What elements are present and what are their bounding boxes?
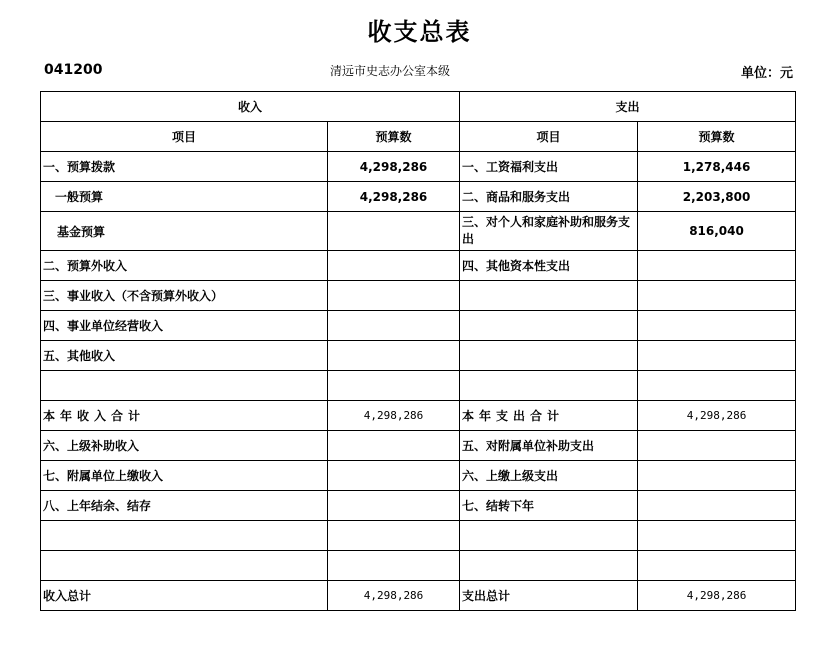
expense-item: 七、结转下年: [460, 491, 638, 521]
expense-item: 本年支出合计: [460, 401, 638, 431]
expense-section-header: 支出: [460, 92, 796, 122]
table-row: [41, 431, 796, 461]
income-item: 六、上级补助收入: [41, 431, 328, 461]
income-budget-header: 预算数: [328, 122, 460, 152]
expense-item: [460, 551, 638, 581]
expense-budget-header: 预算数: [638, 122, 796, 152]
expense-item: [460, 281, 638, 311]
table-column-header-row: [41, 122, 796, 152]
expense-item: [460, 341, 638, 371]
expense-item: [460, 371, 638, 401]
expense-value: [638, 461, 796, 491]
income-value: [328, 341, 460, 371]
income-item-header: 项目: [41, 122, 328, 152]
expense-value: 4,298,286: [638, 401, 796, 431]
income-item: [41, 371, 328, 401]
income-item: 基金预算: [41, 212, 328, 251]
expense-value: [638, 491, 796, 521]
expense-item: 四、其他资本性支出: [460, 251, 638, 281]
income-value: [328, 212, 460, 251]
income-value: [328, 431, 460, 461]
income-item: [41, 551, 328, 581]
expense-value: [638, 281, 796, 311]
expense-value: 816,040: [638, 212, 796, 251]
unit-code: 041200: [44, 62, 103, 78]
income-value: 4,298,286: [328, 581, 460, 611]
table-row: [41, 152, 796, 182]
income-value: 4,298,286: [328, 182, 460, 212]
budget-table: [40, 91, 796, 611]
table-row: [41, 182, 796, 212]
income-item: 四、事业单位经营收入: [41, 311, 328, 341]
table-row: [41, 212, 796, 251]
table-row: [41, 551, 796, 581]
expense-value: 1,278,446: [638, 152, 796, 182]
income-value: 4,298,286: [328, 401, 460, 431]
page-title: 收支总表: [367, 18, 472, 46]
expense-item: 六、上缴上级支出: [460, 461, 638, 491]
expense-value: 4,298,286: [638, 581, 796, 611]
table-row: [41, 251, 796, 281]
table-row: [41, 461, 796, 491]
organization-name: 清远市史志办公室本级: [329, 64, 450, 78]
table-row: [41, 521, 796, 551]
income-value: 4,298,286: [328, 152, 460, 182]
expense-item: 支出总计: [460, 581, 638, 611]
income-section-header: 收入: [41, 92, 460, 122]
income-item: 本年收入合计: [41, 401, 328, 431]
income-value: [328, 461, 460, 491]
expense-value: [638, 251, 796, 281]
table-row: [41, 341, 796, 371]
income-item: 三、事业收入（不含预算外收入）: [41, 281, 328, 311]
expense-value: [638, 431, 796, 461]
income-item: 八、上年结余、结存: [41, 491, 328, 521]
income-value: [328, 281, 460, 311]
income-value: [328, 551, 460, 581]
table-row: [41, 281, 796, 311]
expense-value: [638, 371, 796, 401]
income-item: 七、附属单位上缴收入: [41, 461, 328, 491]
income-value: [328, 251, 460, 281]
expense-item: [460, 311, 638, 341]
subtotal-row: [41, 401, 796, 431]
expense-item: 五、对附属单位补助支出: [460, 431, 638, 461]
expense-value: [638, 551, 796, 581]
income-value: [328, 371, 460, 401]
expense-value: [638, 521, 796, 551]
expense-item: 二、商品和服务支出: [460, 182, 638, 212]
income-item: 五、其他收入: [41, 341, 328, 371]
income-item: 二、预算外收入: [41, 251, 328, 281]
expense-value: 2,203,800: [638, 182, 796, 212]
expense-value: [638, 341, 796, 371]
expense-item: 一、工资福利支出: [460, 152, 638, 182]
income-value: [328, 521, 460, 551]
income-value: [328, 311, 460, 341]
currency-unit: 单位：元: [740, 66, 793, 81]
expense-value: [638, 311, 796, 341]
income-item: 一般预算: [41, 182, 328, 212]
income-item: 收入总计: [41, 581, 328, 611]
total-row: [41, 581, 796, 611]
income-value: [328, 491, 460, 521]
table-section-header-row: [41, 92, 796, 122]
expense-item: [460, 521, 638, 551]
income-item: 一、预算拨款: [41, 152, 328, 182]
expense-item-header: 项目: [460, 122, 638, 152]
table-row: [41, 371, 796, 401]
table-row: [41, 491, 796, 521]
expense-item: 三、对个人和家庭补助和服务支出: [460, 212, 638, 251]
table-row: [41, 311, 796, 341]
income-item: [41, 521, 328, 551]
